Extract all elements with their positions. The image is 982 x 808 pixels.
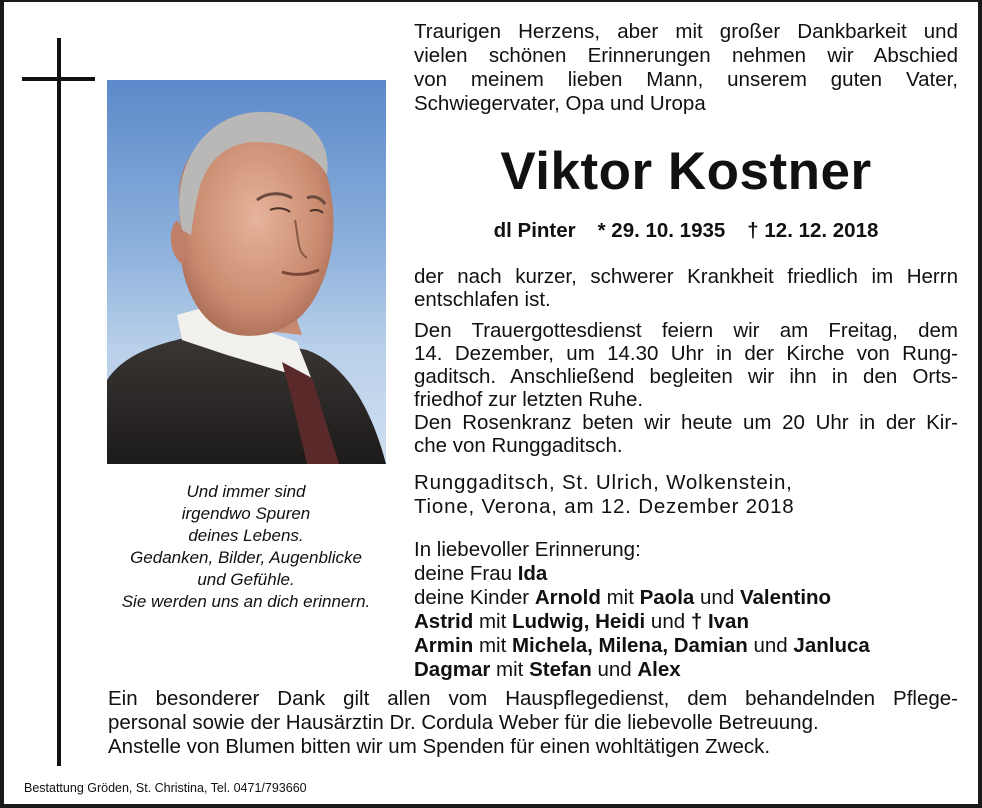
verse-line: deines Lebens. (188, 526, 304, 545)
verse-line: Gedanken, Bilder, Augenblicke (130, 548, 362, 567)
cross-vertical-bar (57, 38, 61, 766)
family-row-astrid: Astrid mit Ludwig, Heidi und † Ivan (414, 610, 749, 633)
death-date: † 12. 12. 2018 (747, 219, 879, 242)
family-row-dagmar: Dagmar mit Stefan und Alex (414, 658, 681, 681)
death-line: entschlafen ist. (414, 288, 551, 311)
undertaker-info: Bestattung Gröden, St. Christina, Tel. 0471/793660 (24, 781, 307, 795)
family-heading: In liebevoller Erinnerung: (414, 538, 641, 561)
rosary-line: Den Rosenkranz beten wir heute um 20 Uhr in der Kir- (414, 411, 958, 434)
wife-name: Ida (517, 562, 548, 585)
announcement-body (414, 265, 958, 457)
cross-horizontal-bar (22, 77, 95, 81)
family-row-wife: deine Frau Ida (414, 562, 548, 585)
intro-line: Schwiegervater, Opa und Uropa (414, 92, 706, 115)
thanks-line: personal sowie der Hausärztin Dr. Cordula Weber für die liebevolle Betreuung. (108, 711, 819, 734)
place-and-date (414, 471, 958, 519)
donation-line: Anstelle von Blumen bitten wir um Spenden für einen wohltätigen Zweck. (108, 735, 771, 758)
verse-line: irgendwo Spuren (181, 504, 311, 523)
family-row-arnold: deine Kinder Arnold mit Paola und Valentino (414, 586, 832, 609)
deceased-name: Viktor Kostner (500, 142, 872, 201)
service-line: Den Trauergottesdienst feiern wir am Freitag, dem (414, 319, 958, 342)
rosary-line: che von Runggaditsch. (414, 434, 623, 457)
life-dates (414, 219, 958, 243)
death-line: der nach kurzer, schwerer Krankheit friedlich im Herrn (414, 265, 958, 288)
memorial-verse (100, 481, 392, 613)
intro-line: vielen schönen Erinnerungen nehmen wir Abschied (414, 44, 958, 67)
verse-line: und Gefühle. (197, 570, 295, 589)
birth-date: * 29. 10. 1935 (597, 219, 726, 242)
thanks-paragraph (108, 687, 958, 759)
service-line: gaditsch. Anschließend begleiten wir ihn in den Orts- (414, 365, 958, 388)
place-line: Runggaditsch, St. Ulrich, Wolkenstein, (414, 471, 793, 494)
verse-line: Sie werden uns an dich erinnern. (121, 592, 371, 611)
thanks-line: Ein besonderer Dank gilt allen vom Hauspflegedienst, dem behandelnden Pflege- (108, 687, 958, 710)
nickname: dl Pinter (493, 219, 576, 242)
portrait-illustration (107, 80, 386, 464)
family-list (414, 538, 958, 682)
intro-line: von meinem lieben Mann, unserem guten Vater, (414, 68, 958, 91)
intro-line: Traurigen Herzens, aber mit großer Dankbarkeit und (414, 20, 958, 43)
family-row-armin: Armin mit Michela, Milena, Damian und Janluca (414, 634, 870, 657)
place-line: Tione, Verona, am 12. Dezember 2018 (414, 495, 795, 518)
portrait-photo (107, 80, 386, 464)
service-line: friedhof zur letzten Ruhe. (414, 388, 644, 411)
verse-line: Und immer sind (186, 482, 306, 501)
intro-paragraph (414, 20, 958, 116)
service-line: 14. Dezember, um 14.30 Uhr in der Kirche von Rung- (414, 342, 958, 365)
